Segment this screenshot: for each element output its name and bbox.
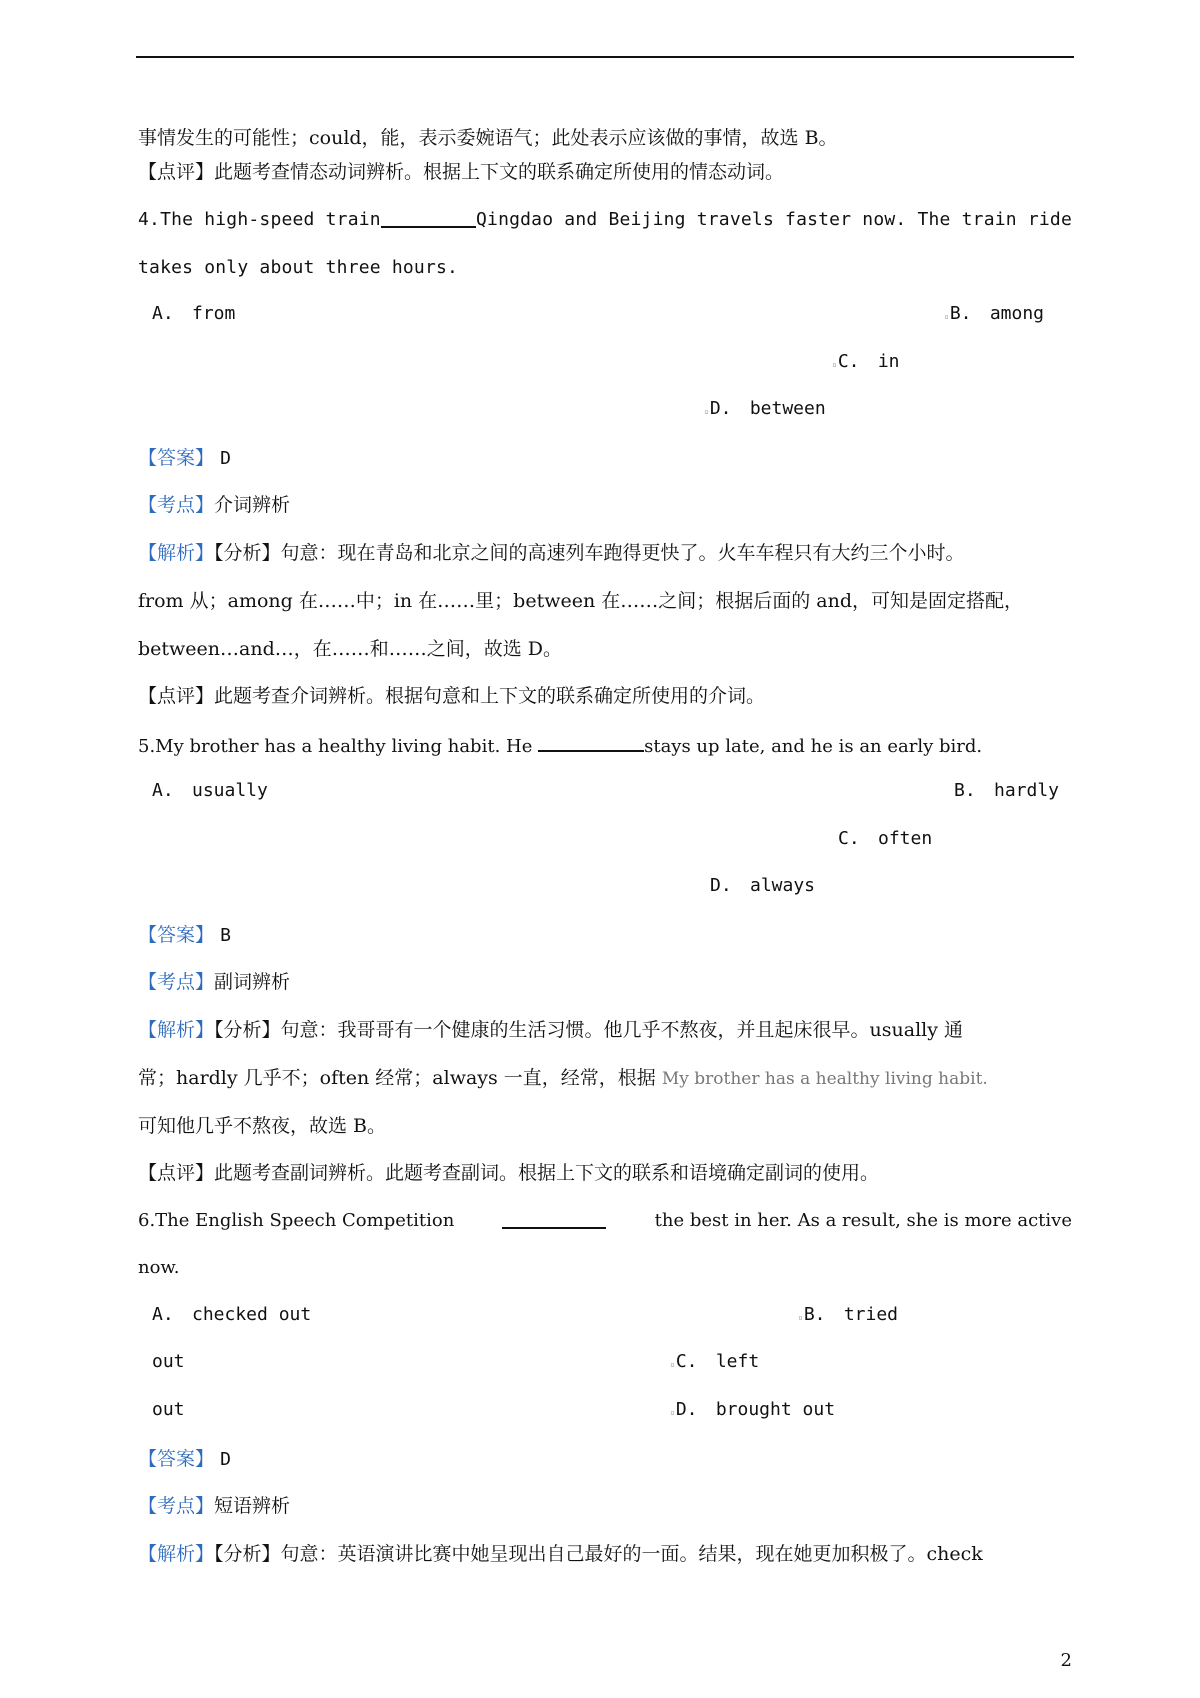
q6-option-c-wrap: out <box>152 1399 185 1420</box>
option-key: C. <box>837 351 860 372</box>
answer-value: D <box>220 448 232 469</box>
analysis-tag: 【解析】 <box>138 1543 215 1565</box>
option-text: between <box>749 398 826 419</box>
q4-stem-a: 4.The high-speed train <box>138 209 381 230</box>
q5-point <box>138 970 1072 994</box>
q5-option-a <box>152 780 268 801</box>
answer-blank <box>502 1209 606 1229</box>
q4-option-a <box>152 303 235 324</box>
q4-stem-line-1 <box>138 208 1072 232</box>
option-key: B. <box>949 303 972 324</box>
point-value: 副词辨析 <box>214 971 291 993</box>
point-tag: 【考点】 <box>138 971 215 993</box>
option-text: hardly <box>994 780 1060 801</box>
q5-analysis-line-1 <box>138 1018 1072 1042</box>
answer-value: B <box>220 925 232 946</box>
q4-stem-b: Qingdao and Beijing travels faster now. The train ride <box>476 209 1072 230</box>
q5-option-c <box>838 828 932 849</box>
option-text: often <box>878 828 933 849</box>
option-key: B. <box>803 1304 826 1325</box>
q4-option-b <box>944 303 1044 324</box>
q3-explanation-end: 事情发生的可能性；could，能，表示委婉语气；此处表示应该做的事情，故选 B。 <box>138 127 838 149</box>
option-text: among <box>989 303 1045 324</box>
comment-tag: 【点评】 <box>138 1162 215 1184</box>
header-rule <box>136 56 1074 58</box>
option-text: from <box>192 303 236 324</box>
q5-answer <box>138 923 1072 948</box>
comment-tag: 【点评】 <box>138 685 215 707</box>
point-tag: 【考点】 <box>138 1495 215 1517</box>
marker-dot: ▫ <box>670 1408 675 1417</box>
option-key: D. <box>675 1399 698 1420</box>
option-text: in <box>877 351 900 372</box>
marker-dot: ▫ <box>832 360 837 369</box>
q6-answer <box>138 1447 1072 1472</box>
q6-stem-a: 6.The English Speech Competition <box>138 1210 455 1231</box>
q6-option-b-wrap: out <box>152 1351 185 1372</box>
marker-dot: ▫ <box>704 407 709 416</box>
analysis-text: 常；hardly 几乎不；often 经常；always 一直，经常，根据 <box>138 1067 656 1089</box>
option-text: left <box>715 1351 760 1372</box>
q5-stem <box>138 732 1072 759</box>
q4-analysis-line-2: from 从；among 在……中；in 在……里；between 在……之间；根据后面的 and，可知是固定搭配， <box>138 590 1024 612</box>
q5-analysis-line-2 <box>138 1066 1072 1091</box>
analysis-text: 句意：现在青岛和北京之间的高速列车跑得更快了。火车车程只有大约三个小时。 <box>280 542 965 564</box>
q4-answer <box>138 446 1072 471</box>
q4-option-c <box>832 351 900 372</box>
marker-dot: ▫ <box>944 312 949 321</box>
analysis-tag: 【解析】 <box>138 542 215 564</box>
answer-tag: 【答案】 <box>138 447 215 469</box>
q6-point <box>138 1494 1072 1518</box>
option-key: D. <box>710 875 732 896</box>
analysis-text: 句意：英语演讲比赛中她呈现出自己最好的一面。结果，现在她更加积极了。check <box>280 1543 983 1565</box>
answer-tag: 【答案】 <box>138 1448 215 1470</box>
option-text: brought out <box>715 1399 836 1420</box>
option-text: checked out <box>192 1304 312 1325</box>
option-text: always <box>750 875 816 896</box>
q5-option-d <box>710 875 815 896</box>
q3-comment <box>138 160 1072 184</box>
option-key: A. <box>152 780 174 801</box>
q5-comment <box>138 1161 1072 1185</box>
comment-text: 此题考查情态动词辨析。根据上下文的联系确定所使用的情态动词。 <box>214 161 785 183</box>
analysis-sub-tag: 【分析】 <box>214 542 281 564</box>
point-value: 介词辨析 <box>214 494 291 516</box>
q6-stem-line-1 <box>138 1209 1072 1233</box>
comment-tag: 【点评】 <box>138 161 215 183</box>
q6-option-d <box>670 1399 835 1420</box>
option-text: usually <box>192 780 268 801</box>
option-key: A. <box>152 303 174 324</box>
q5-stem-a: 5.My brother has a healthy living habit. He <box>138 736 533 757</box>
quoted-sentence: My brother has a healthy living habit. <box>661 1069 988 1089</box>
answer-tag: 【答案】 <box>138 924 215 946</box>
q6-stem-b: the best in her. As a result, she is more active <box>654 1210 1072 1231</box>
q6-option-c <box>670 1351 759 1372</box>
analysis-sub-tag: 【分析】 <box>214 1019 281 1041</box>
q4-point <box>138 493 1072 517</box>
option-key: C. <box>838 828 860 849</box>
q4-comment <box>138 684 1072 708</box>
answer-blank <box>538 732 644 752</box>
q6-option-a <box>152 1304 311 1325</box>
analysis-sub-tag: 【分析】 <box>214 1543 281 1565</box>
answer-value: D <box>220 1449 232 1470</box>
option-key: C. <box>675 1351 698 1372</box>
comment-text: 此题考查副词辨析。此题考查副词。根据上下文的联系和语境确定副词的使用。 <box>214 1162 880 1184</box>
marker-dot: ▫ <box>670 1360 675 1369</box>
q6-analysis-line-1 <box>138 1542 1072 1566</box>
q5-stem-b: stays up late, and he is an early bird. <box>644 736 983 757</box>
answer-blank <box>381 208 476 228</box>
marker-dot: ▫ <box>798 1313 803 1322</box>
comment-text: 此题考查介词辨析。根据句意和上下文的联系确定所使用的介词。 <box>214 685 766 707</box>
q4-option-d <box>704 398 826 419</box>
q6-stem-line-2: now. <box>138 1257 180 1278</box>
q4-stem-line-2: takes only about three hours. <box>138 257 459 278</box>
option-key: A. <box>152 1304 174 1325</box>
q5-analysis-line-3: 可知他几乎不熬夜，故选 B。 <box>138 1115 387 1137</box>
point-value: 短语辨析 <box>214 1495 291 1517</box>
q5-option-b <box>954 780 1059 801</box>
q4-analysis-line-1 <box>138 541 1072 565</box>
page-number: 2 <box>1060 1650 1072 1671</box>
point-tag: 【考点】 <box>138 494 215 516</box>
option-key: D. <box>709 398 732 419</box>
option-key: B. <box>954 780 976 801</box>
analysis-tag: 【解析】 <box>138 1019 215 1041</box>
q4-analysis-line-3: between…and…，在……和……之间，故选 D。 <box>138 638 563 660</box>
q6-option-b <box>798 1304 898 1325</box>
analysis-text: 句意：我哥哥有一个健康的生活习惯。他几乎不熬夜，并且起床很早。usually 通 <box>280 1019 964 1041</box>
option-text: tried <box>843 1304 899 1325</box>
